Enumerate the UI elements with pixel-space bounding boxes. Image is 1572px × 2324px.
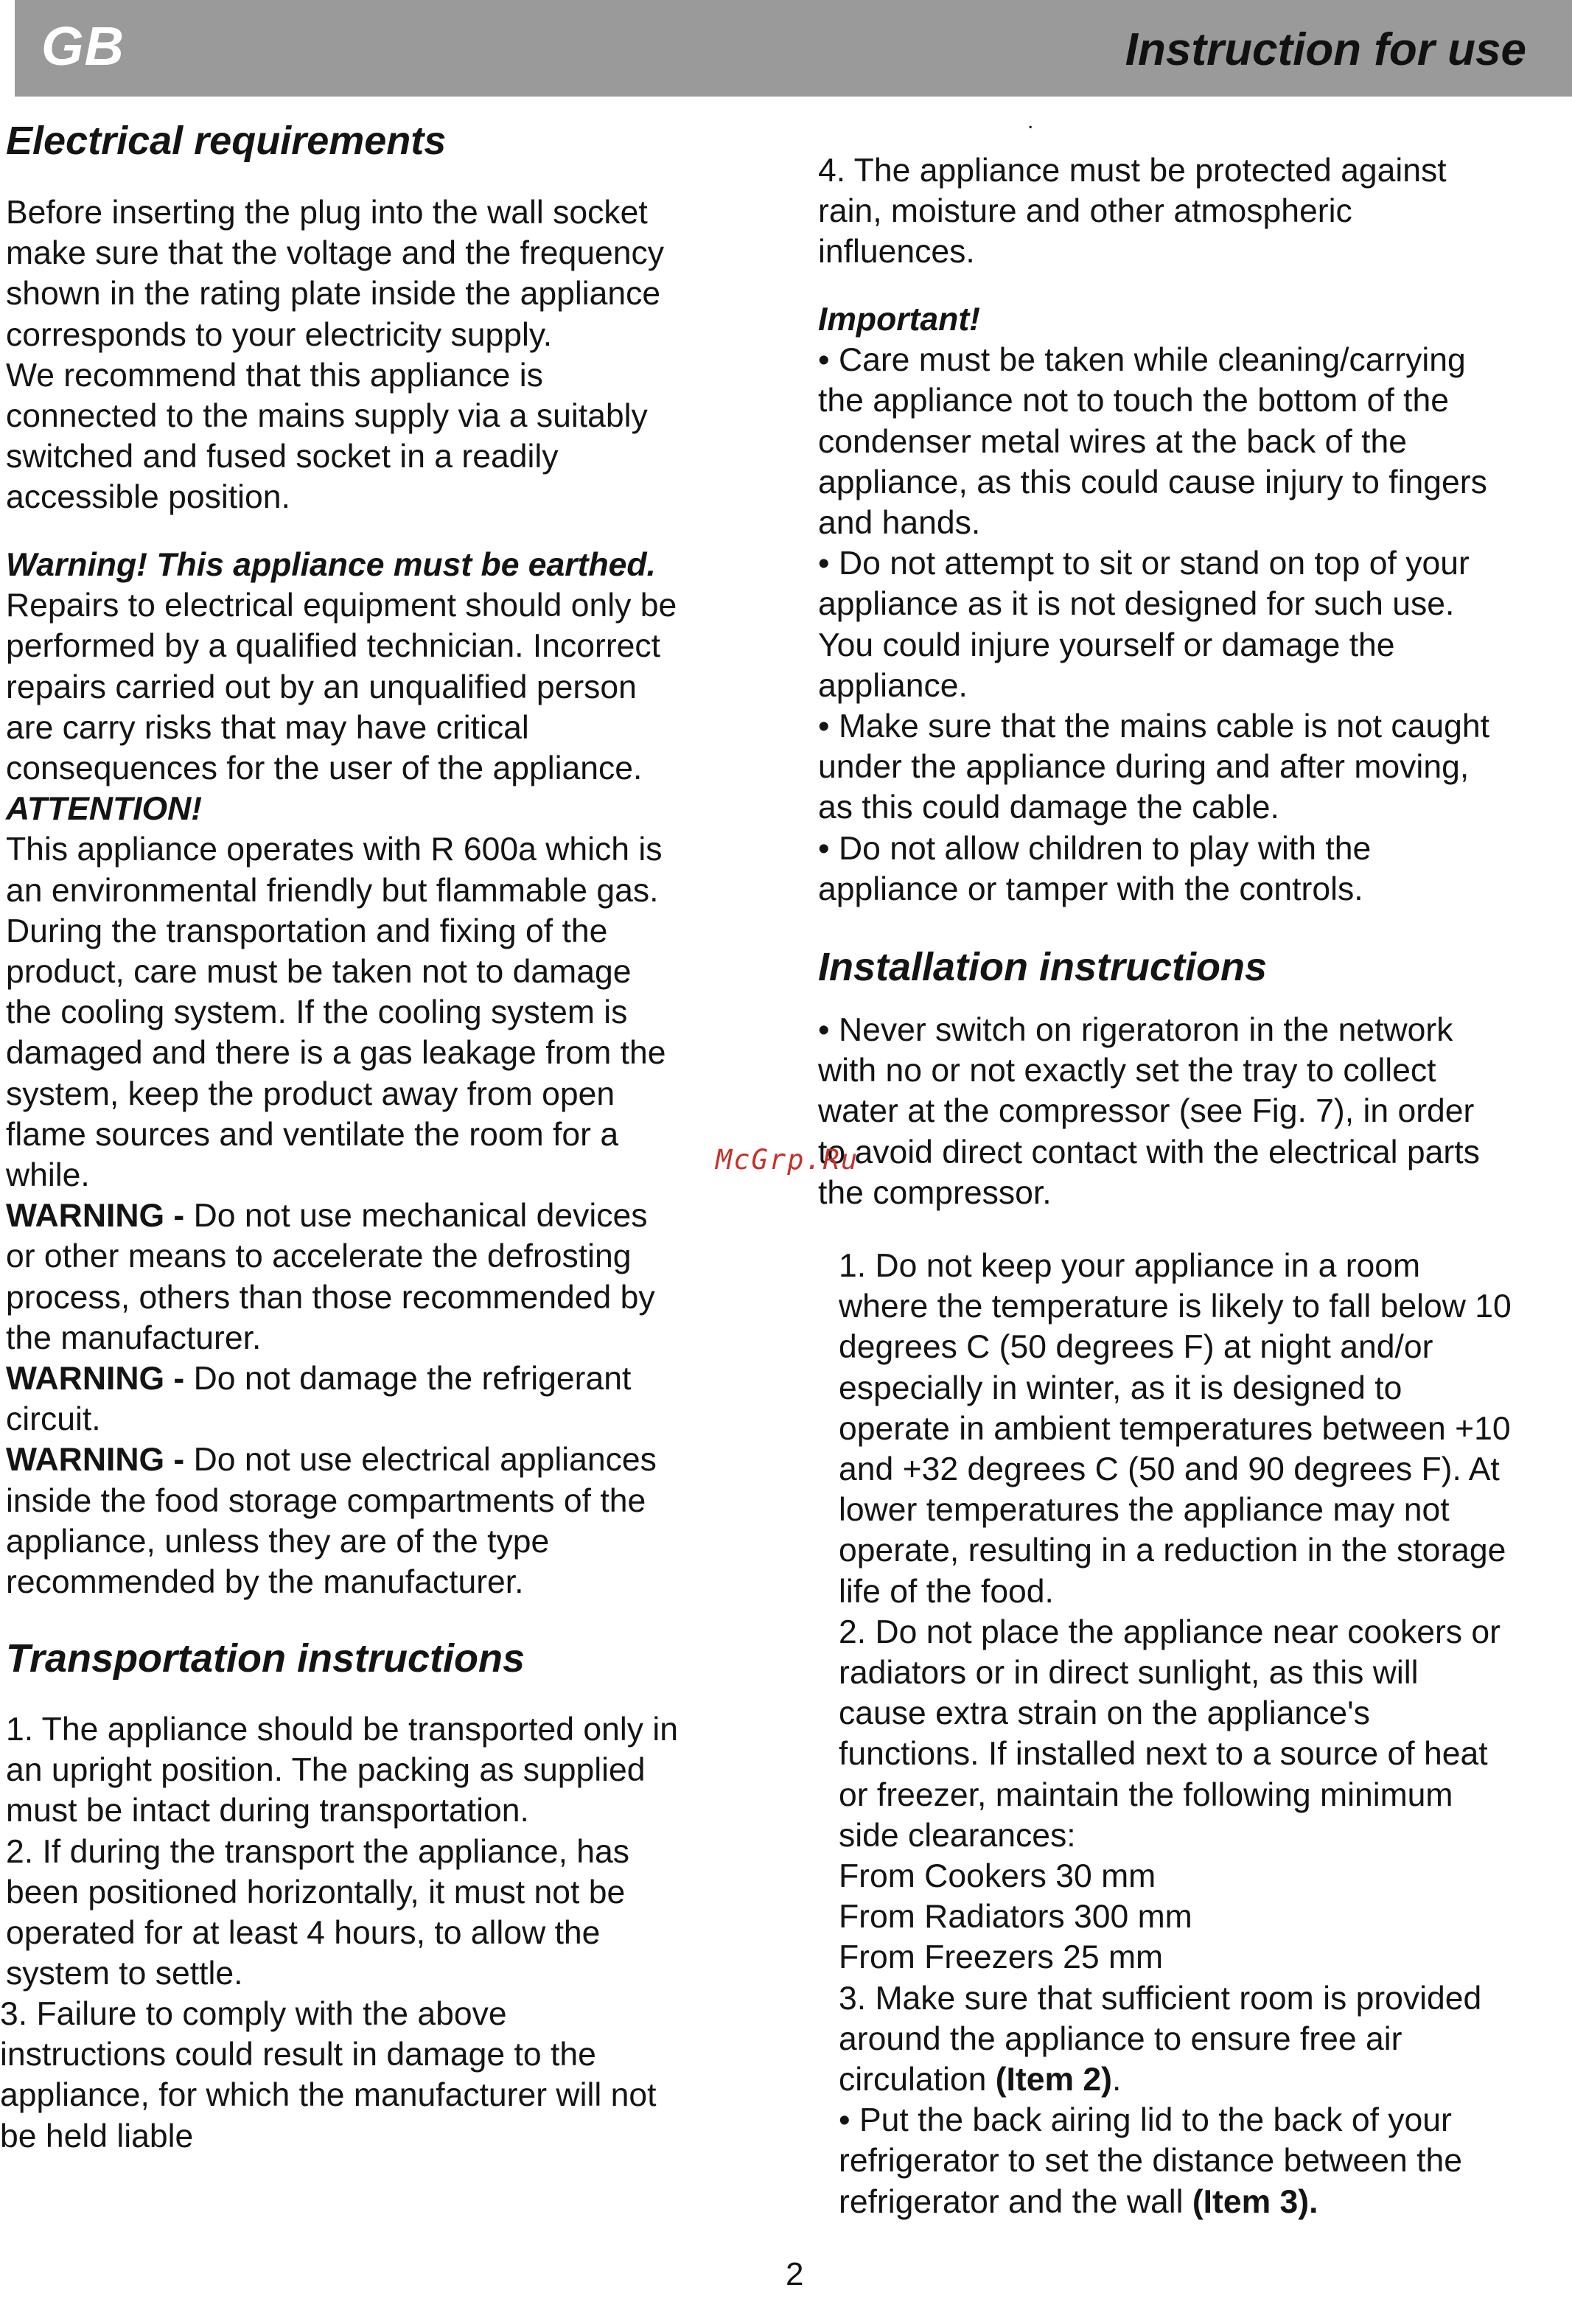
text-line: refrigerator to set the distance between the: [839, 2143, 1462, 2180]
text-line: life of the food.: [839, 1573, 1054, 1610]
warning-mechanical-rest: [6, 1236, 677, 1358]
warning-label: WARNING -: [6, 1361, 185, 1397]
important-paragraph: [818, 340, 1489, 910]
text-line: and +32 degrees C (50 and 90 degrees F). At: [839, 1451, 1500, 1488]
warning-refrigerant-rest: [6, 1399, 677, 1440]
text-line: 1. Do not keep your appliance in a room: [839, 1248, 1421, 1284]
text-line: process, others than those recommended by: [6, 1279, 655, 1316]
text-line: under the appliance during and after moving,: [818, 749, 1470, 786]
text-line: an upright position. The packing as supplied: [6, 1752, 646, 1789]
text-line: functions. If installed next to a source of heat: [839, 1736, 1488, 1773]
text-line: lower temperatures the appliance may not: [839, 1492, 1450, 1529]
header-bar: [15, 0, 1572, 97]
text-line: the appliance not to touch the bottom of the: [818, 383, 1449, 419]
text-line: flame sources and ventilate the room for a: [6, 1116, 619, 1153]
text-line: to avoid direct contact with the electrical parts: [818, 1134, 1480, 1170]
important-label: Important!: [818, 301, 981, 338]
install-bullet: [818, 1010, 1480, 1213]
text-line: connected to the mains supply via a suitably: [6, 398, 648, 435]
warning-earthed: Warning! This appliance must be earthed.: [6, 547, 656, 583]
text-line: You could injure yourself or damage the: [818, 627, 1395, 663]
text-line: During the transportation and fixing of the: [6, 912, 608, 949]
text-line: side clearances:: [839, 1817, 1076, 1854]
text-line: • Put the back airing lid to the back of your: [839, 2102, 1452, 2139]
stray-dot: .: [1027, 109, 1034, 133]
transport-paragraph: [6, 1709, 678, 1994]
item-3-ref: (Item 3).: [1192, 2183, 1318, 2220]
text-line: This appliance operates with R 600a which is: [6, 831, 663, 868]
electrical-paragraph: [6, 192, 664, 518]
text-line: an environmental friendly but flammable gas.: [6, 872, 659, 909]
text-line: the manufacturer.: [6, 1319, 262, 1356]
text-line: We recommend that this appliance is: [6, 357, 543, 394]
text-line: where the temperature is likely to fall below 10: [839, 1288, 1512, 1325]
text-line: consequences for the user of the appliance.: [6, 750, 643, 787]
text-line: the compressor.: [818, 1174, 1052, 1211]
gas-paragraph: [6, 829, 677, 1196]
text-line: water at the compressor (see Fig. 7), in order: [818, 1093, 1475, 1130]
language-code: GB: [41, 15, 125, 77]
text-line: 4. The appliance must be protected against: [818, 153, 1447, 189]
text-line: appliance or tamper with the controls.: [818, 870, 1363, 907]
text-line: or freezer, maintain the following minimum: [839, 1776, 1453, 1813]
text-line: 3. Make sure that sufficient room is provided: [839, 1980, 1482, 2017]
text-line: around the appliance to ensure free air: [839, 2020, 1402, 2057]
text-line: performed by a qualified technician. Incorrect: [6, 628, 661, 665]
text-line: circuit.: [6, 1401, 101, 1438]
text-line: rain, moisture and other atmospheric: [818, 193, 1352, 230]
text-line: condenser metal wires at the back of the: [818, 423, 1407, 460]
text-line: appliance.: [818, 667, 968, 704]
text-line: • Do not attempt to sit or stand on top of your: [818, 545, 1470, 582]
document-title: Instruction for use: [1125, 24, 1526, 75]
text-line: radiators or in direct sunlight, as this will: [839, 1655, 1419, 1692]
text-line: corresponds to your electricity supply.: [6, 316, 553, 353]
text-line: or other means to accelerate the defrosting: [6, 1238, 632, 1275]
warning-refrigerant: WARNING - Do not damage the refrigerant: [6, 1361, 632, 1397]
text-line: appliance, unless they are of the type: [6, 1523, 550, 1560]
text-line: system to settle.: [6, 1955, 243, 1992]
text-line: be held liable: [0, 2118, 194, 2154]
text-line: damaged and there is a gas leakage from the: [6, 1035, 666, 1072]
page-number: 2: [786, 2256, 804, 2292]
heading-electrical-requirements: Electrical requirements: [6, 119, 447, 163]
warning-mechanical: WARNING - Do not use mechanical devices: [6, 1198, 648, 1235]
text-line: operate, resulting in a reduction in the storage: [839, 1532, 1506, 1569]
text-line: 3. Failure to comply with the above: [0, 1996, 507, 2032]
text-line: 2. If during the transport the appliance, has: [6, 1833, 630, 1870]
text-line: appliance, for which the manufacturer will not: [0, 2077, 657, 2114]
text-line: degrees C (50 degrees F) at night and/or: [839, 1329, 1433, 1366]
text-line: especially in winter, as it is designed to: [839, 1369, 1402, 1406]
text-line: while.: [6, 1157, 90, 1194]
text-line: recommended by the manufacturer.: [6, 1564, 524, 1601]
text-line: the cooling system. If the cooling system is: [6, 994, 628, 1031]
important-section: [818, 299, 1489, 910]
text-line: Repairs to electrical equipment should only be: [6, 587, 677, 624]
weather-paragraph: [818, 150, 1447, 273]
text-line: repairs carried out by an unqualified person: [6, 669, 637, 705]
text-line: instructions could result in damage to the: [0, 2037, 596, 2073]
text-line: system, keep the product away from open: [6, 1075, 615, 1112]
text-line: make sure that the voltage and the frequency: [6, 235, 665, 272]
text-line: 1. The appliance should be transported only in: [6, 1711, 679, 1748]
text-line: been positioned horizontally, it must not be: [6, 1874, 626, 1911]
earthed-section: [6, 545, 677, 1602]
warning-electrical-rest: [6, 1481, 677, 1603]
text-line: From Freezers 25 mm: [839, 1939, 1164, 1976]
text-line: inside the food storage compartments of the: [6, 1482, 646, 1519]
text-line: operated for at least 4 hours, to allow the: [6, 1915, 601, 1952]
text-line: must be intact during transportation.: [6, 1793, 529, 1829]
install-lines: [839, 1246, 1512, 2059]
text-line: switched and fused socket in a readily: [6, 439, 559, 475]
text-line: operate in ambient temperatures between +10: [839, 1410, 1511, 1447]
circulation-line: circulation (Item 2).: [839, 2062, 1122, 2098]
text-line: From Cookers 30 mm: [839, 1858, 1156, 1895]
text-line: • Do not allow children to play with the: [818, 830, 1372, 867]
text-line: appliance, as this could cause injury to fingers: [818, 464, 1487, 500]
heading-transportation: Transportation instructions: [6, 1636, 525, 1681]
watermark: McGrp.Ru: [716, 1144, 859, 1176]
repairs-paragraph: [6, 585, 677, 789]
warning-electrical: WARNING - Do not use electrical appliances: [6, 1442, 657, 1479]
text-line: product, care must be taken not to damage: [6, 954, 632, 991]
text-line: with no or not exactly set the tray to collect: [818, 1053, 1436, 1089]
text-line: • Never switch on rigeratoron in the network: [818, 1012, 1453, 1048]
attention-label: ATTENTION!: [6, 791, 203, 828]
warning-label: WARNING -: [6, 1198, 185, 1235]
text-line: accessible position.: [6, 479, 290, 516]
text-line: • Care must be taken while cleaning/carrying: [818, 342, 1466, 379]
text-line: Before inserting the plug into the wall socket: [6, 195, 648, 231]
wall-line: refrigerator and the wall (Item 3).: [839, 2183, 1318, 2220]
text-line: 2. Do not place the appliance near cookers or: [839, 1613, 1501, 1650]
text-line: cause extra strain on the appliance's: [839, 1695, 1370, 1732]
text-line: as this could damage the cable.: [818, 789, 1279, 826]
text-line: are carry risks that may have critical: [6, 709, 529, 746]
item-2-ref: (Item 2): [995, 2062, 1112, 2098]
warning-label: WARNING -: [6, 1442, 185, 1479]
text-line: From Radiators 300 mm: [839, 1899, 1192, 1936]
heading-installation: Installation instructions: [818, 945, 1268, 989]
text-line: influences.: [818, 234, 975, 271]
transport-paragraph-3: [0, 1994, 656, 2157]
airing-lid-lines: [839, 2100, 1512, 2181]
text-line: shown in the rating plate inside the appliance: [6, 276, 661, 313]
text-line: and hands.: [818, 505, 981, 542]
install-paragraph: [839, 1246, 1512, 2222]
text-line: appliance as it is not designed for such use.: [818, 586, 1455, 623]
text-line: • Make sure that the mains cable is not caught: [818, 708, 1490, 745]
